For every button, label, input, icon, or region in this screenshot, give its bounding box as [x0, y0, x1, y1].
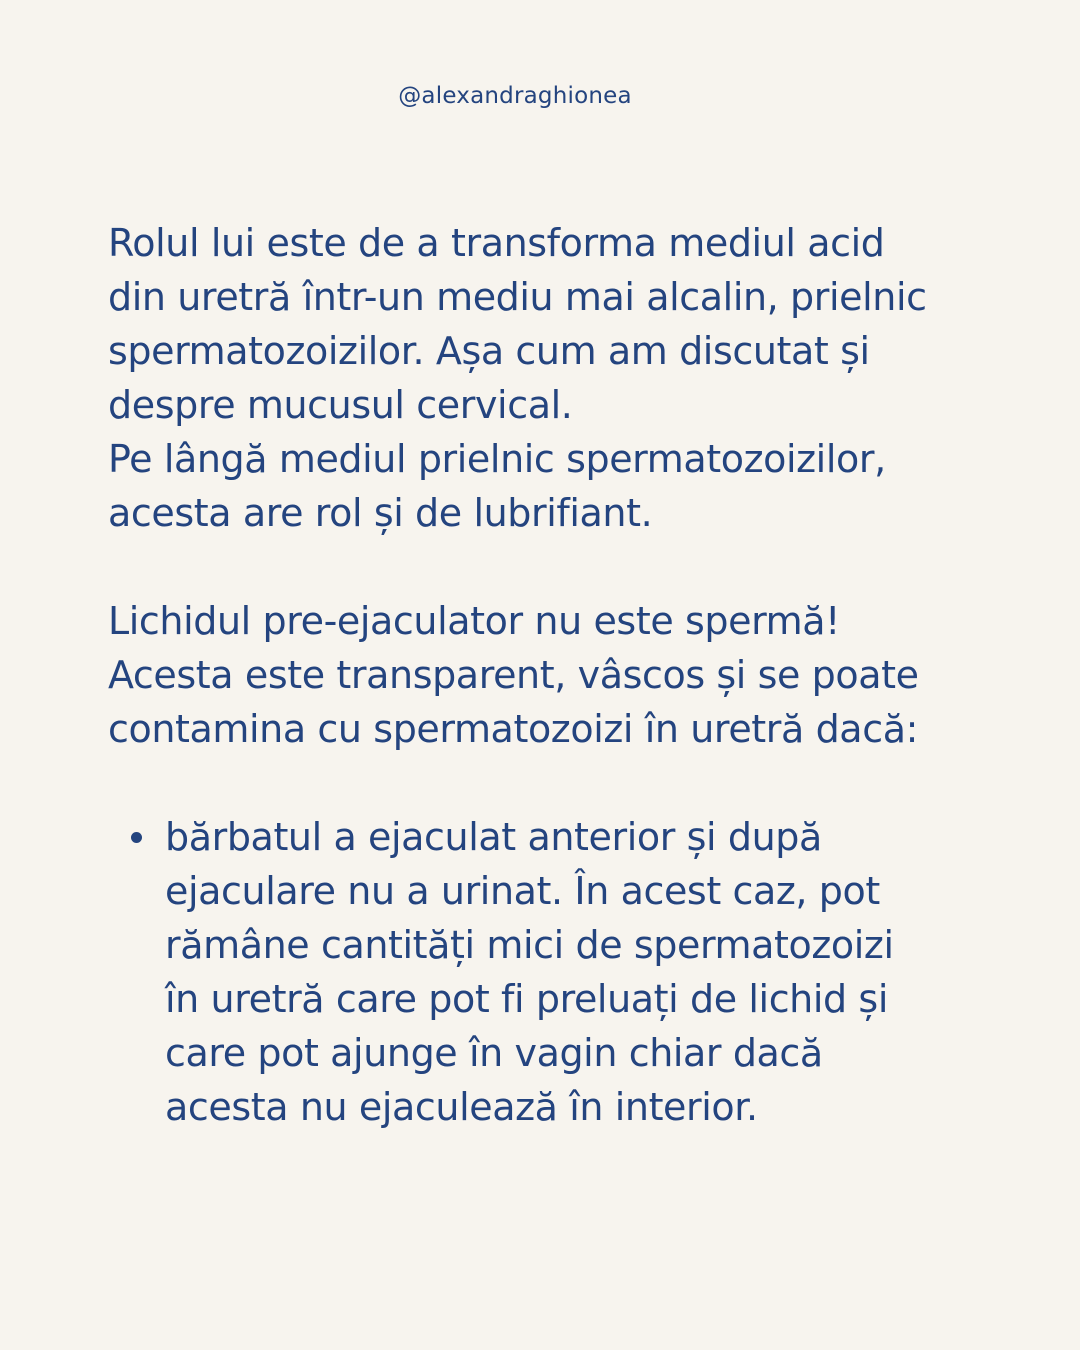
text-line: contamina cu spermatozoizi în uretră dacă: [108, 707, 918, 751]
author-handle: @alexandraghionea [398, 83, 632, 109]
paragraph-spacer [108, 540, 1008, 594]
text-line: în uretră care pot fi preluați de lichid și [165, 977, 888, 1021]
text-line: acesta nu ejaculează în interior. [165, 1085, 758, 1129]
text-line: din uretră într-un mediu mai alcalin, prielnic [108, 275, 927, 319]
paragraph-spacer [108, 756, 1008, 810]
text-line: Pe lângă mediul prielnic spermatozoizilor, [108, 437, 886, 481]
bullet-item [108, 810, 1008, 1134]
text-line: acesta are rol și de lubrifiant. [108, 491, 653, 535]
paragraph-pre-ejaculate [108, 594, 1008, 756]
text-line: bărbatul a ejaculat anterior și după [165, 815, 822, 859]
text-line: Rolul lui este de a transforma mediul acid [108, 221, 885, 265]
text-line: Lichidul pre-ejaculator nu este spermă! [108, 599, 840, 643]
main-content [108, 216, 1008, 1134]
text-line: spermatozoizilor. Așa cum am discutat și [108, 329, 870, 373]
text-line: care pot ajunge în vagin chiar dacă [165, 1031, 823, 1075]
bullet-text [165, 810, 1008, 1134]
bullet-dot-icon [131, 832, 142, 843]
bullet-list [108, 810, 1008, 1134]
text-line: ejaculare nu a urinat. În acest caz, pot [165, 869, 880, 913]
text-line: Acesta este transparent, vâscos și se poate [108, 653, 919, 697]
text-line: despre mucusul cervical. [108, 383, 573, 427]
paragraph-intro [108, 216, 1008, 540]
text-line: rămâne cantități mici de spermatozoizi [165, 923, 894, 967]
